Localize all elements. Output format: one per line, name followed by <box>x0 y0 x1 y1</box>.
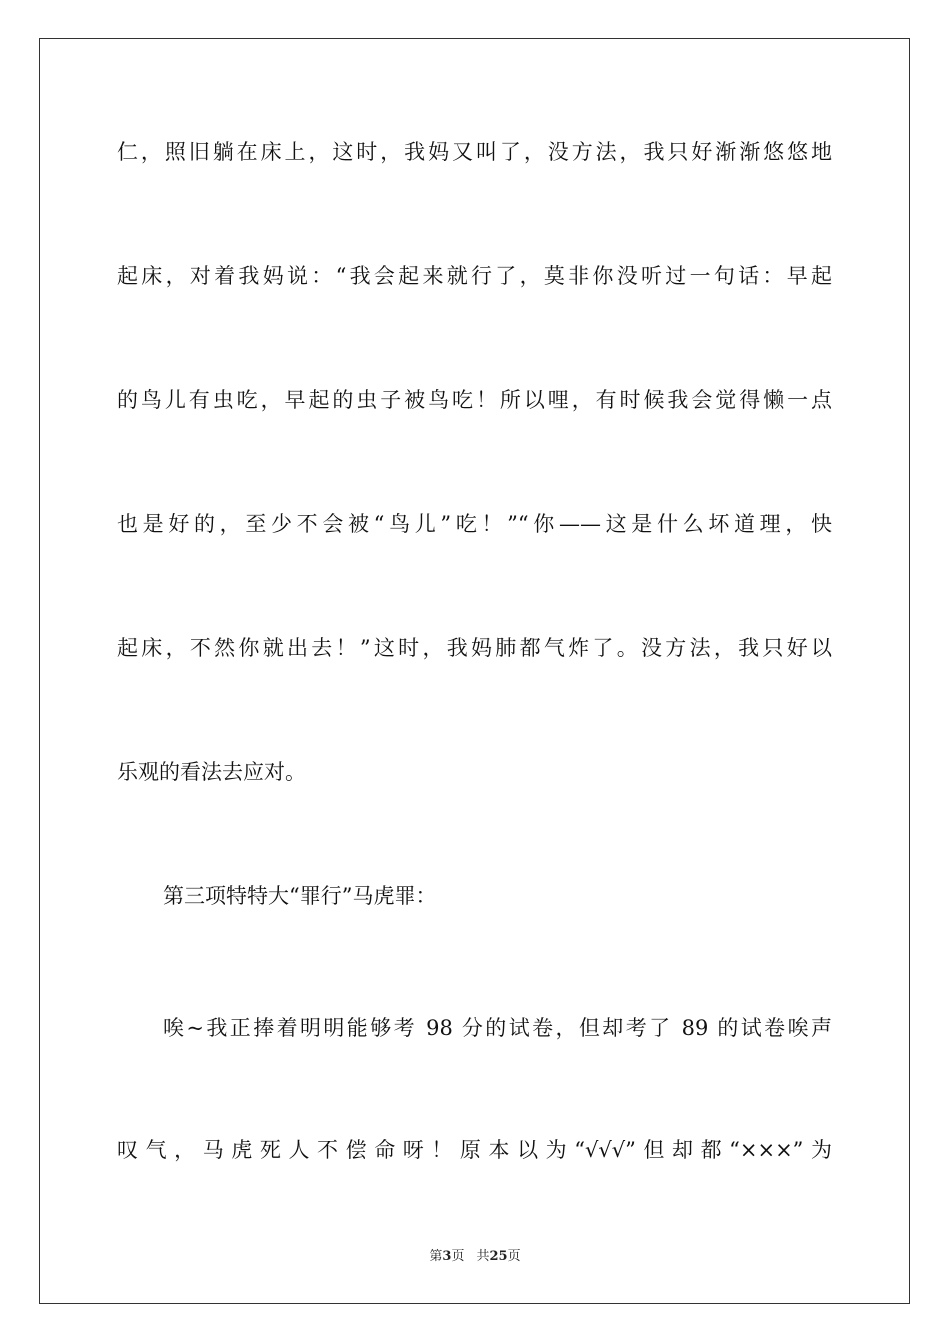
body-text-line: 也是好的，至少不会被“鸟儿”吃！”“你——这是什么坏道理，快 <box>117 512 832 536</box>
body-text-line: 唉~我正捧着明明能够考 98 分的试卷，但却考了 89 的试卷唉声 <box>163 1016 832 1040</box>
footer-prefix: 第 <box>429 1249 443 1264</box>
body-text-line: 的鸟儿有虫吃，早起的虫子被鸟吃！所以哩，有时候我会觉得懒一点 <box>117 388 832 412</box>
page-footer <box>0 1248 950 1266</box>
page-border <box>39 38 910 1304</box>
body-text-line: 起床，对着我妈说：“我会起来就行了，莫非你没听过一句话：早起 <box>117 264 832 288</box>
body-text-line: 仁，照旧躺在床上，这时，我妈又叫了，没方法，我只好渐渐悠悠地 <box>117 140 832 164</box>
body-text-line: 叹气，马虎死人不偿命呀！原本以为“√√√”但却都“×××”为 <box>117 1138 832 1162</box>
body-text-line: 乐观的看法去应对。 <box>117 760 306 784</box>
section-heading-line: 第三项特特大“罪行”马虎罪： <box>163 884 437 908</box>
footer-page-suffix: 页 <box>451 1249 465 1264</box>
footer-total-suffix: 页 <box>507 1249 521 1264</box>
footer-total-prefix: 共 <box>476 1249 490 1264</box>
body-text-line: 起床，不然你就出去！”这时，我妈肺都气炸了。没方法，我只好以 <box>117 636 832 660</box>
footer-total-pages: 25 <box>489 1249 508 1264</box>
footer-page-number: 3 <box>442 1249 452 1264</box>
